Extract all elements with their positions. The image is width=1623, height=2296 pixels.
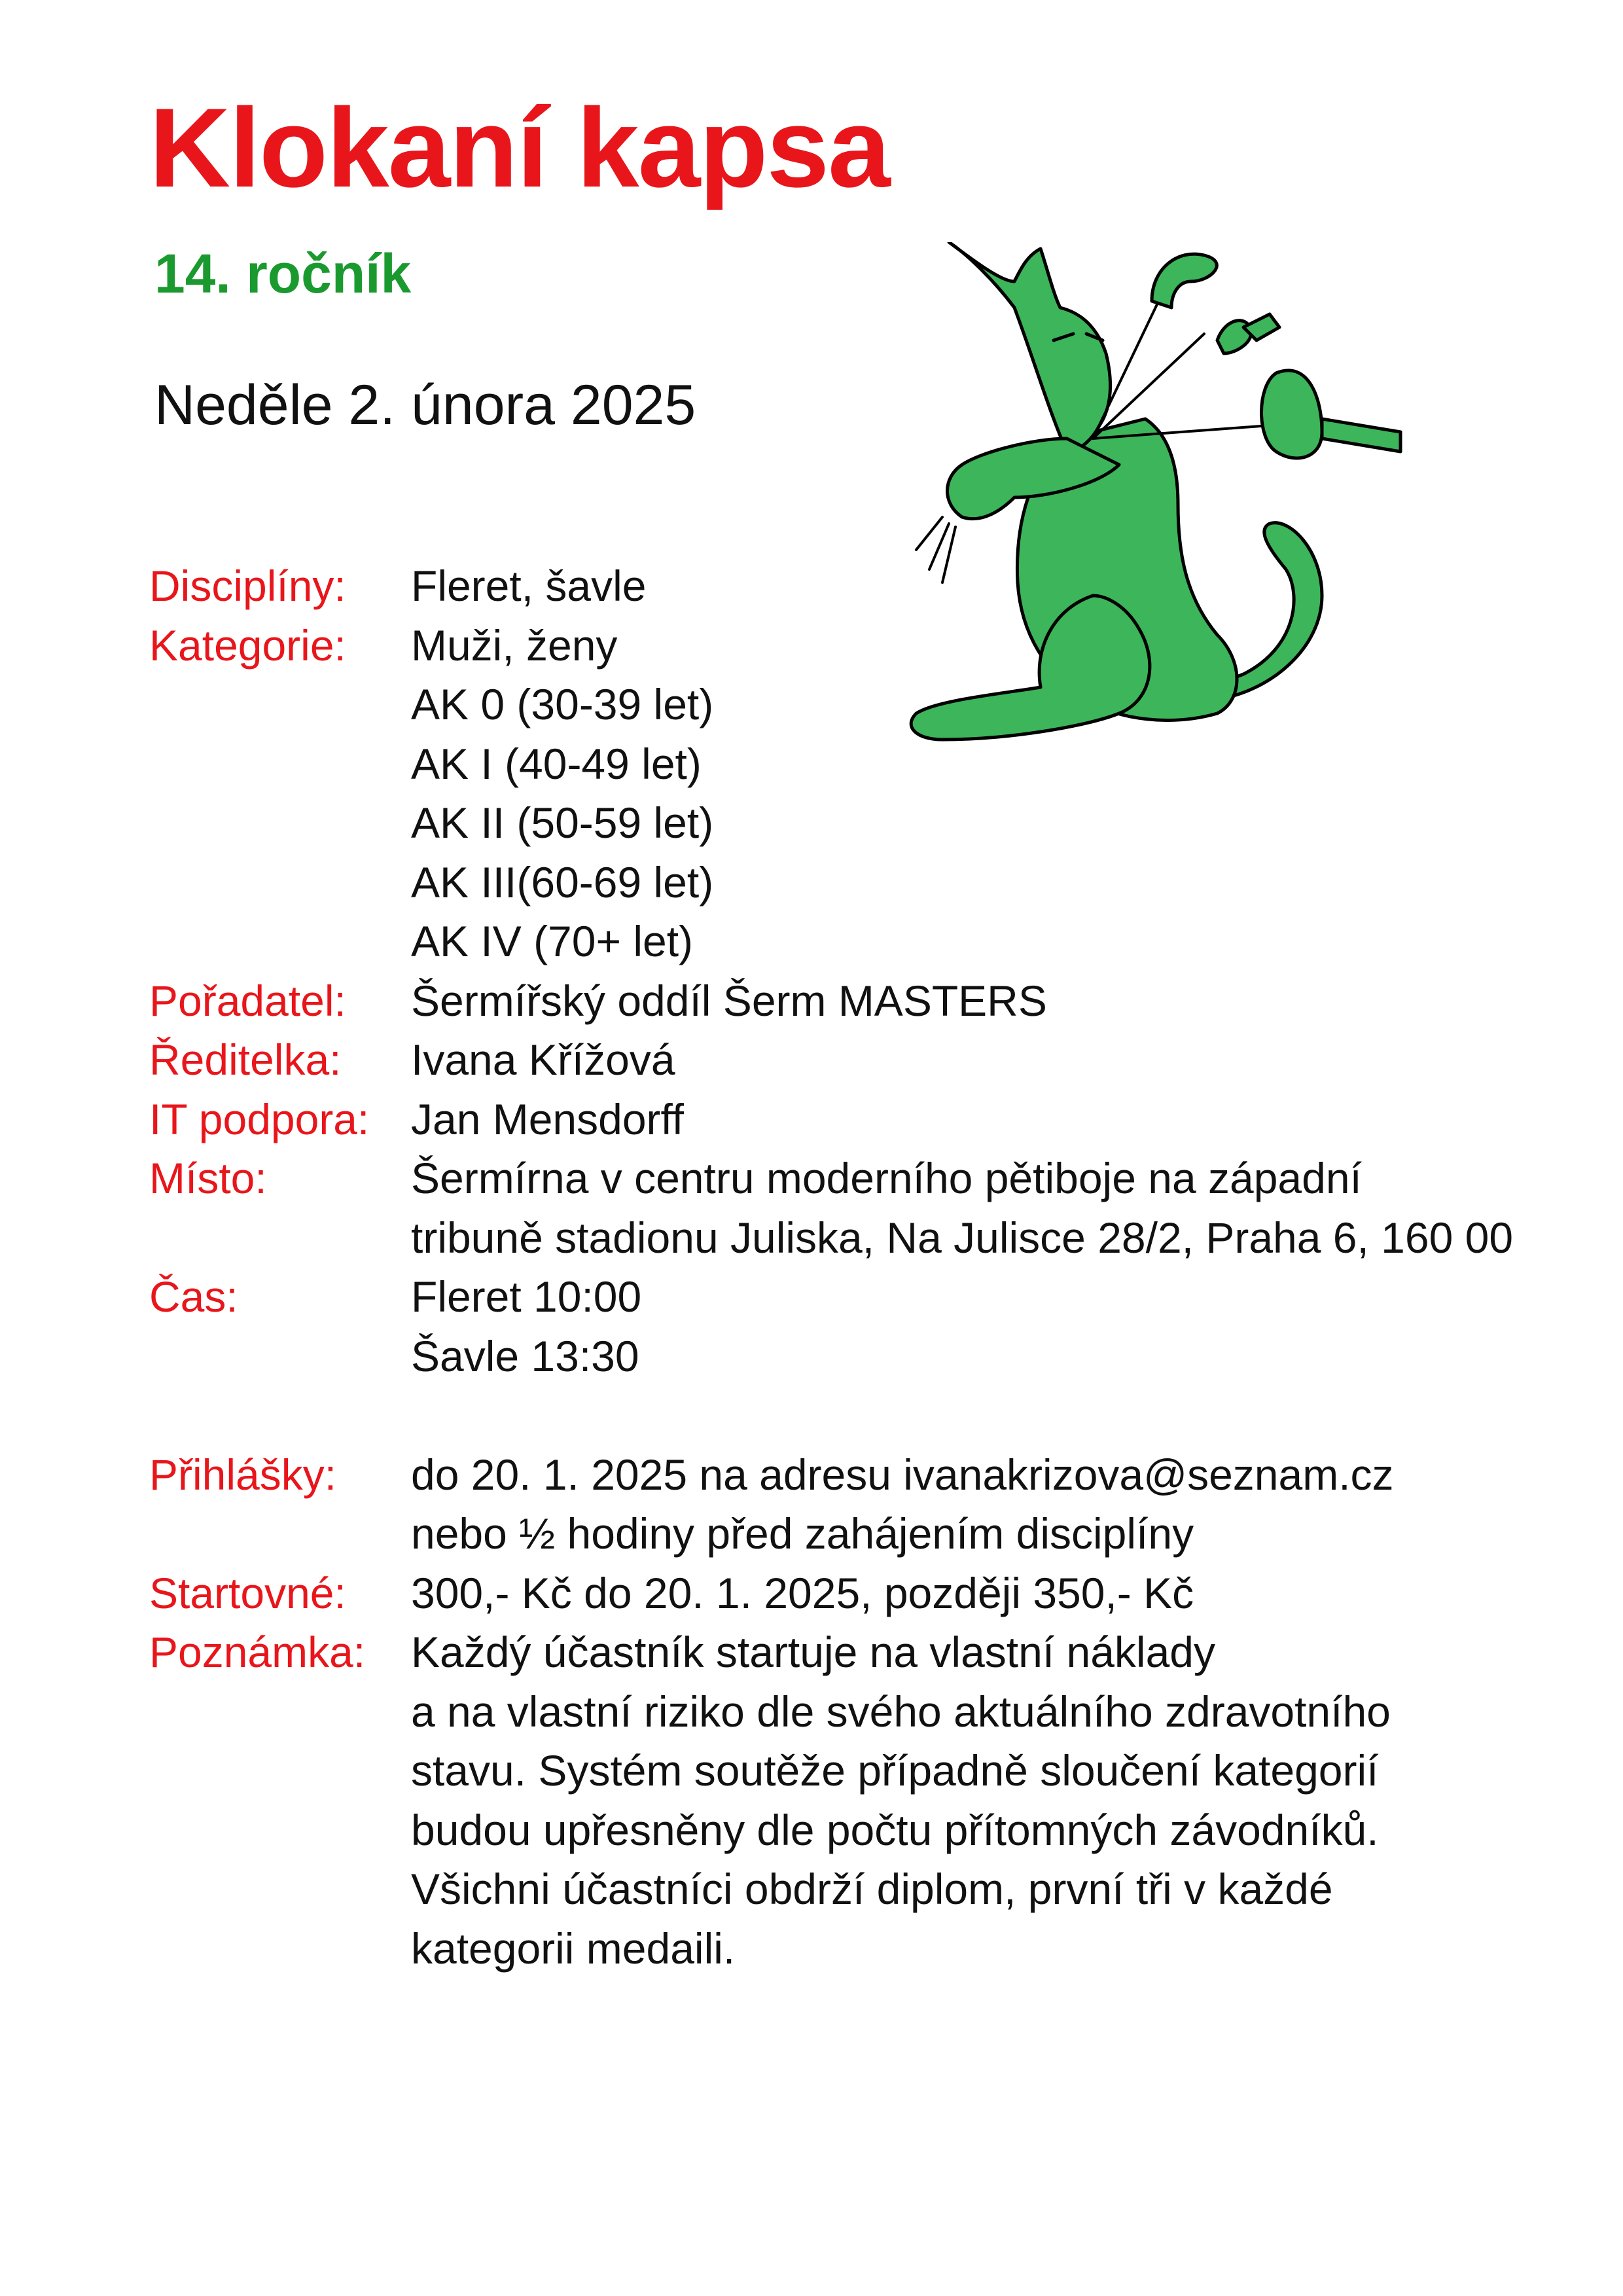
- registration-row: [149, 1445, 1513, 1564]
- venue-row: [149, 1149, 1513, 1267]
- kangaroo-head: [949, 242, 1111, 452]
- time-row: [149, 1267, 1513, 1386]
- organizer-row: [149, 971, 1513, 1031]
- note-value: budou upřesněny dle počtu přítomných závodníků.: [411, 1805, 1379, 1854]
- venue-value: tribuně stadionu Juliska, Na Julisce 28/2, Praha 6, 160 00: [411, 1213, 1514, 1262]
- note-label: Poznámka:: [149, 1628, 366, 1676]
- epee-handle: [1322, 419, 1400, 452]
- categories-value: AK I (40-49 let): [411, 739, 702, 788]
- categories-row: [149, 616, 1513, 971]
- fee-row: [149, 1564, 1513, 1623]
- note-value: stavu. Systém soutěže případně sloučení kategorií: [411, 1746, 1379, 1795]
- categories-value: AK 0 (30-39 let): [411, 680, 714, 728]
- director-row: [149, 1030, 1513, 1090]
- sabre-guard: [1152, 254, 1217, 308]
- organizer-label: Pořadatel:: [149, 976, 346, 1025]
- fee-label: Startovné:: [149, 1568, 346, 1617]
- venue-value: Šermírna v centru moderního pětiboje na západní: [411, 1154, 1362, 1202]
- note-row: [149, 1623, 1513, 1978]
- categories-value: AK IV (70+ let): [411, 917, 694, 965]
- registration-value: do 20. 1. 2025 na adresu ivanakrizova@seznam.cz: [411, 1450, 1394, 1499]
- director-value: Ivana Křížová: [411, 1035, 675, 1084]
- registration-value: nebo ½ hodiny před zahájením disciplíny: [411, 1509, 1194, 1558]
- event-date: Neděle 2. února 2025: [154, 374, 696, 437]
- note-value: Každý účastník startuje na vlastní náklady: [411, 1628, 1215, 1676]
- time-label: Čas:: [149, 1272, 238, 1321]
- note-value: Všichni účastníci obdrží diplom, první tři v každé: [411, 1865, 1333, 1913]
- epee-bell: [1262, 370, 1323, 458]
- categories-label: Kategorie:: [149, 620, 346, 670]
- disciplines-label: Disciplíny:: [149, 562, 346, 610]
- note-value: a na vlastní riziko dle svého aktuálního zdravotního: [411, 1687, 1391, 1736]
- edition-label: 14. ročník: [154, 243, 412, 304]
- note-value: kategorii medaili.: [411, 1924, 736, 1973]
- it-support-label: IT podpora:: [149, 1094, 370, 1143]
- disciplines-row: [149, 556, 1513, 616]
- categories-value: AK II (50-59 let): [411, 798, 714, 847]
- categories-value: Muži, ženy: [411, 620, 618, 670]
- it-support-row: [149, 1090, 1513, 1149]
- disciplines-value: Fleret, šavle: [411, 562, 647, 610]
- organizer-value: Šermířský oddíl Šerm MASTERS: [411, 976, 1047, 1025]
- event-details: [149, 556, 1513, 1978]
- director-label: Ředitelka:: [149, 1035, 342, 1084]
- fee-value: 300,- Kč do 20. 1. 2025, později 350,- Kč: [411, 1568, 1194, 1617]
- registration-label: Přihlášky:: [149, 1450, 337, 1499]
- venue-label: Místo:: [149, 1154, 267, 1202]
- time-value: Fleret 10:00: [411, 1272, 642, 1321]
- categories-value: AK III(60-69 let): [411, 857, 714, 906]
- event-title: Klokaní kapsa: [149, 85, 889, 211]
- time-value: Šavle 13:30: [411, 1331, 639, 1380]
- it-support-value: Jan Mensdorff: [411, 1094, 685, 1143]
